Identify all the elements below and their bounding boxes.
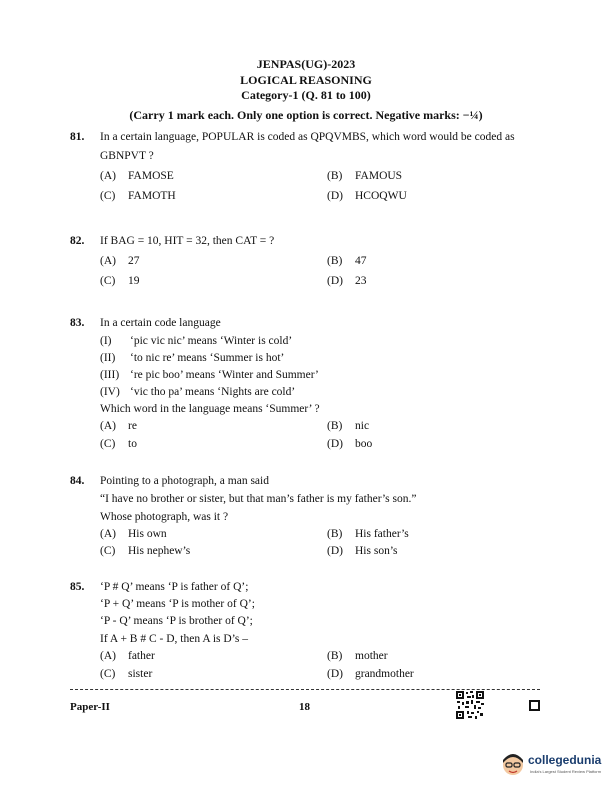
brand-name: collegedunia bbox=[528, 753, 602, 767]
q82-option-b: (B) 47 bbox=[327, 255, 367, 267]
q81-number: 81. bbox=[70, 131, 85, 143]
q84-option-c: (C) His nephew’s bbox=[100, 545, 191, 557]
q82-option-c: (C) 19 bbox=[100, 275, 140, 287]
collegedunia-logo bbox=[500, 747, 612, 787]
category-title: Category-1 (Q. 81 to 100) bbox=[241, 88, 371, 102]
q83-text-2: Which word in the language means ‘Summer’ ? bbox=[100, 403, 320, 415]
q83-item-4: (IV) ‘vic tho pa’ means ‘Nights are cold’ bbox=[100, 386, 296, 398]
q85-option-c: (C) sister bbox=[100, 668, 153, 680]
q85-text: ‘P # Q’ means ‘P is father of Q’; bbox=[100, 581, 249, 593]
q83-option-a: (A) re bbox=[100, 420, 137, 432]
q85-text-3: ‘P - Q’ means ‘P is brother of Q’; bbox=[100, 615, 253, 627]
mascot-icon bbox=[500, 751, 526, 777]
paper-label: Paper-II bbox=[70, 701, 110, 713]
footer-divider bbox=[70, 689, 540, 690]
q83-option-b: (B) nic bbox=[327, 420, 370, 432]
qr-code-icon bbox=[456, 691, 484, 719]
q83-option-c: (C) to bbox=[100, 438, 137, 450]
q83-item-3: (III) ‘re pic boo’ means ‘Winter and Summer’ bbox=[100, 369, 319, 381]
q84-number: 84. bbox=[70, 475, 85, 487]
q85-number: 85. bbox=[70, 581, 85, 593]
q82-number: 82. bbox=[70, 235, 85, 247]
q83-item-1: (I) ‘pic vic nic’ means ‘Winter is cold’ bbox=[100, 335, 293, 347]
q81-option-a: (A) FAMOSE bbox=[100, 170, 174, 182]
q83-item-2: (II) ‘to nic re’ means ‘Summer is hot’ bbox=[100, 352, 285, 364]
q84-option-d: (D) His son’s bbox=[327, 545, 398, 557]
page-number: 18 bbox=[299, 701, 310, 713]
q81-text-2: GBNPVT ? bbox=[100, 150, 154, 162]
subject-title: LOGICAL REASONING bbox=[240, 73, 372, 87]
q83-number: 83. bbox=[70, 317, 85, 329]
q81-option-d: (D) HCOQWU bbox=[327, 190, 407, 202]
q82-option-d: (D) 23 bbox=[327, 275, 367, 287]
q84-text-3: Whose photograph, was it ? bbox=[100, 511, 229, 523]
q85-option-a: (A) father bbox=[100, 650, 155, 662]
q81-option-c: (C) FAMOTH bbox=[100, 190, 176, 202]
q85-option-d: (D) grandmother bbox=[327, 668, 414, 680]
q82-text: If BAG = 10, HIT = 32, then CAT = ? bbox=[100, 235, 275, 247]
q84-option-a: (A) His own bbox=[100, 528, 167, 540]
exam-title: JENPAS(UG)-2023 bbox=[256, 57, 356, 71]
q83-text: In a certain code language bbox=[100, 317, 221, 329]
q84-text-2: “I have no brother or sister, but that man’s father is my father’s son.” bbox=[100, 493, 417, 505]
q82-option-a: (A) 27 bbox=[100, 255, 140, 267]
q85-text-4: If A + B # C - D, then A is D’s – bbox=[100, 633, 249, 645]
q85-option-b: (B) mother bbox=[327, 650, 388, 662]
q85-text-2: ‘P + Q’ means ‘P is mother of Q’; bbox=[100, 598, 255, 610]
instruction: (Carry 1 mark each. Only one option is correct. Negative marks: −¼) bbox=[129, 108, 483, 122]
q84-text: Pointing to a photograph, a man said bbox=[100, 475, 269, 487]
q84-option-b: (B) His father’s bbox=[327, 528, 409, 540]
q81-option-b: (B) FAMOUS bbox=[327, 170, 403, 182]
q83-option-d: (D) boo bbox=[327, 438, 373, 450]
q81-text: In a certain language, POPULAR is coded as QPQVMBS, which word would be coded as bbox=[100, 131, 515, 143]
brand-tagline: India's Largest Student Review Platform bbox=[530, 769, 602, 774]
corner-marker bbox=[529, 700, 540, 711]
